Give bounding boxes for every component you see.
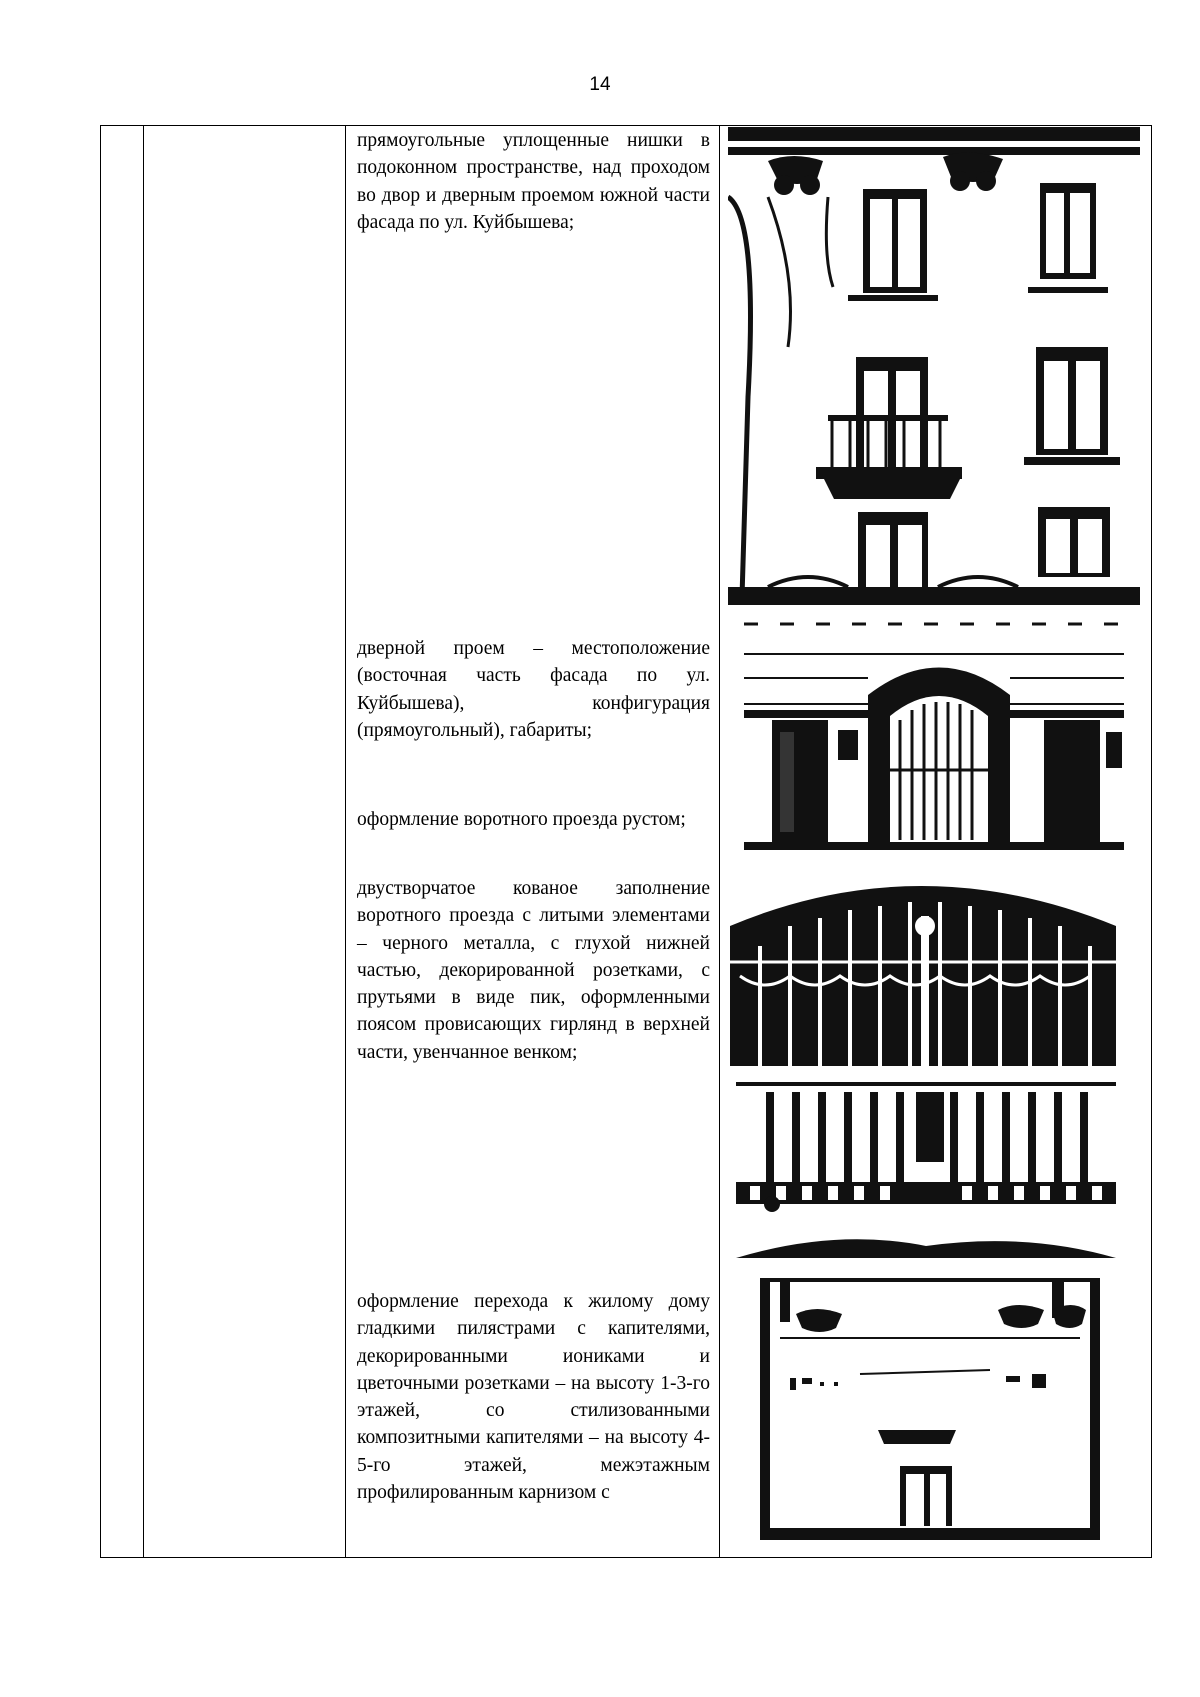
building-transition-photo <box>760 1278 1100 1540</box>
gate-top-photo <box>730 866 1116 1066</box>
column-divider-3 <box>719 126 720 1557</box>
column-divider-2 <box>345 126 346 1557</box>
item-text-door-opening: дверной проем – местоположение (восточная часть фасада по ул. Куйбышева), конфигурация (прямоугольный), габариты; <box>357 638 710 741</box>
gate-bottom-photo <box>736 1082 1116 1258</box>
page-number: 14 <box>589 74 611 95</box>
item-text-niches: прямоугольные уплощенные нишки в подоконном пространстве, над проходом во двор и дверным проемом южной части фасада по ул. Куйбышева; <box>357 130 710 233</box>
item-text-transition: оформление перехода к жилому дому гладкими пилястрами с капителями, декорированными иониками и цветочными розетками – на высоту 1-3-го этажей, со стилизованными композитными капителями – на высоту 4-5-го этажей, межэтажным профилированным карнизом с <box>357 1291 710 1504</box>
facade-balcony-photo <box>728 127 1140 605</box>
column-divider-1 <box>143 126 144 1557</box>
gateway-rustication-photo <box>744 620 1124 850</box>
item-text-gate-filling: двустворчатое кованое заполнение воротного проезда с литыми элементами – черного металла, с глухой нижней частью, декорированной розетками, с прутьями в виде пик, оформленными поясом провисающих гирлянд в верхней части, увенчанное венком; <box>357 878 710 1063</box>
item-text-rustication: оформление воротного проезда рустом; <box>357 809 686 830</box>
